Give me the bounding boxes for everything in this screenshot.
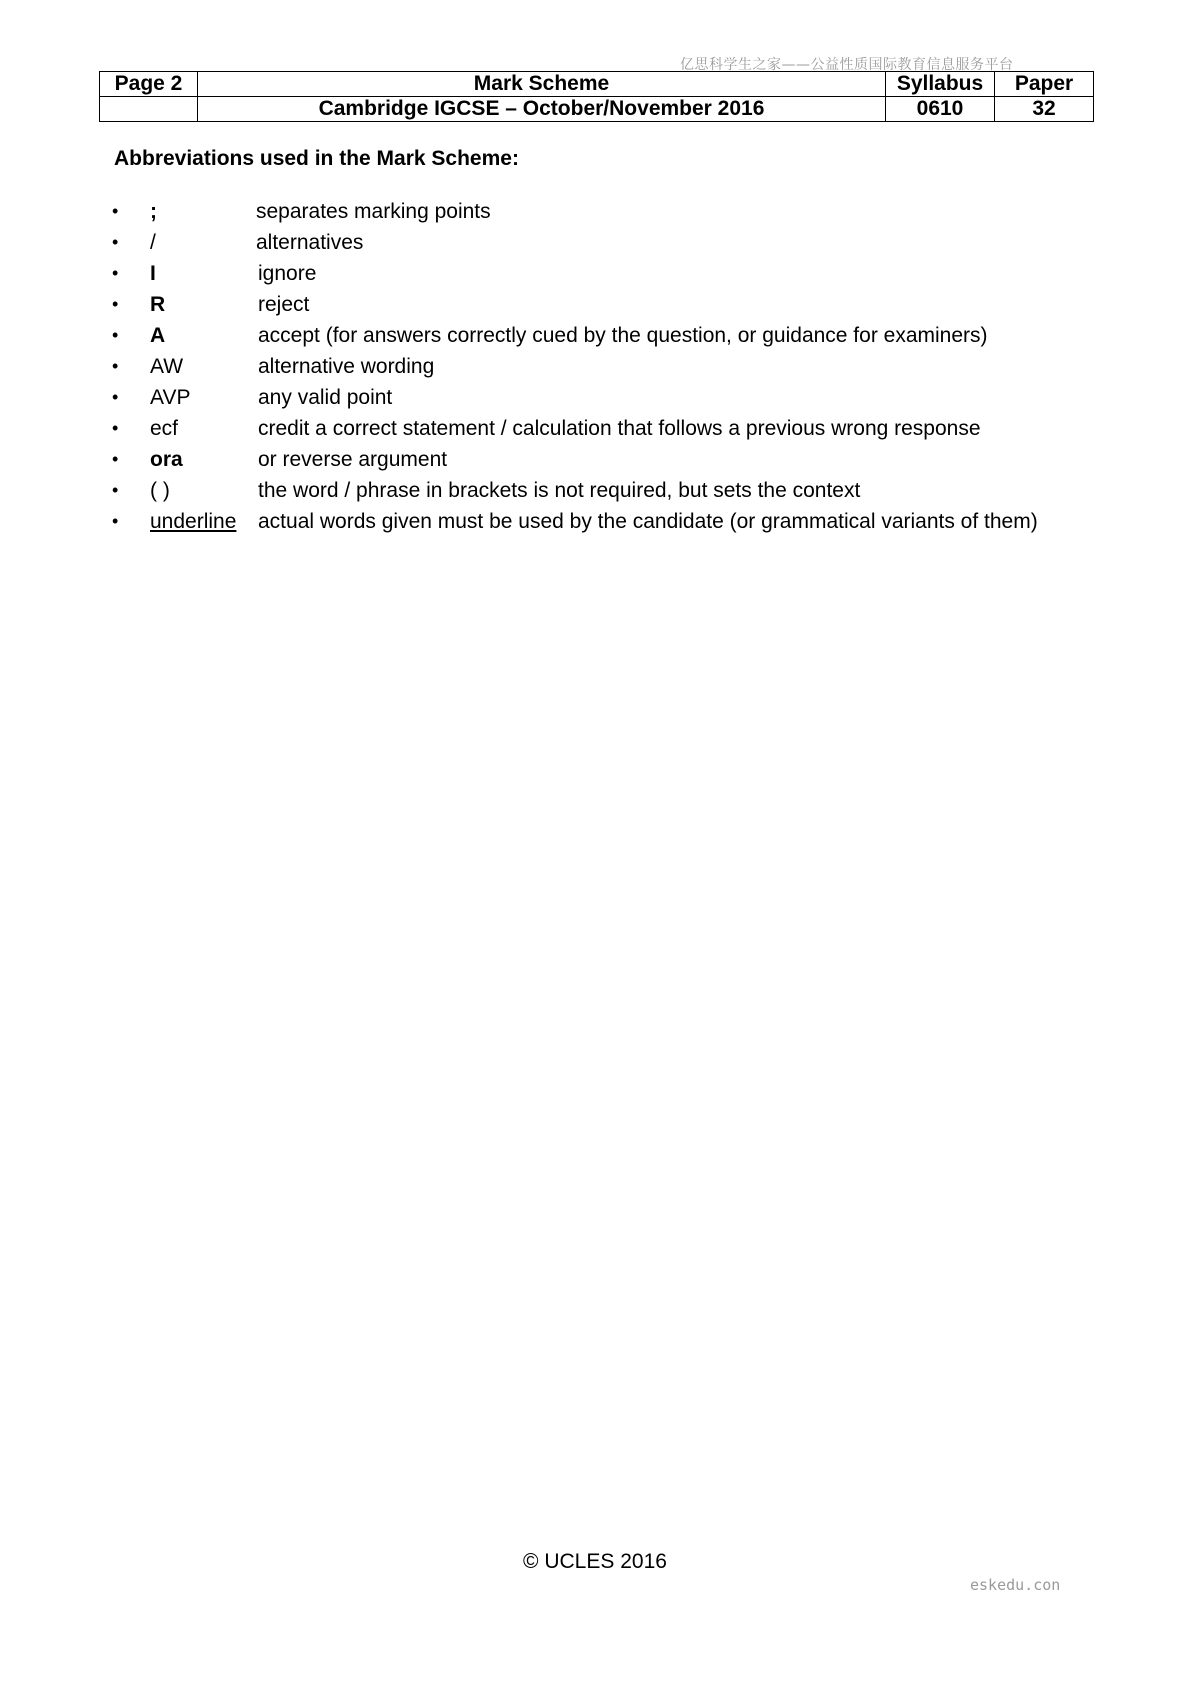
abbreviation-definition: or reverse argument	[258, 448, 448, 471]
bullet-icon: •	[112, 511, 119, 531]
page-number: Page 2	[100, 72, 198, 97]
bullet-icon: •	[112, 356, 119, 376]
document-subtitle: Cambridge IGCSE – October/November 2016	[198, 97, 886, 122]
abbreviation-term: A	[150, 324, 166, 347]
abbreviation-term: AW	[150, 355, 184, 378]
abbreviation-term: AVP	[150, 386, 191, 409]
document-title: Mark Scheme	[198, 72, 886, 97]
abbreviation-definition: alternatives	[256, 231, 364, 254]
abbreviation-term: ( )	[150, 479, 170, 502]
watermark-top-text: 亿思科学生之家——公益性质国际教育信息服务平台	[680, 57, 1014, 73]
abbreviation-definition: reject	[258, 293, 310, 316]
abbreviation-definition: accept (for answers correctly cued by the question, or guidance for examiners)	[258, 324, 988, 347]
abbreviation-term: /	[150, 231, 156, 254]
syllabus-label: Syllabus	[886, 72, 995, 97]
header-row-2	[100, 97, 1094, 122]
copyright-footer: © UCLES 2016	[523, 1550, 667, 1573]
syllabus-code: 0610	[886, 97, 995, 122]
abbreviation-definition: ignore	[258, 262, 317, 285]
abbreviation-term: R	[150, 293, 166, 316]
abbreviation-definition: any valid point	[258, 386, 393, 409]
header-table	[99, 71, 1094, 122]
bullet-icon: •	[112, 325, 119, 345]
abbreviation-definition: credit a correct statement / calculation that follows a previous wrong response	[258, 417, 981, 440]
paper-label: Paper	[995, 72, 1094, 97]
section-heading: Abbreviations used in the Mark Scheme:	[114, 147, 519, 170]
abbreviation-term: ;	[150, 200, 157, 223]
abbreviation-definition: separates marking points	[256, 200, 491, 223]
bullet-icon: •	[112, 232, 119, 252]
abbreviation-definition: alternative wording	[258, 355, 435, 378]
bullet-icon: •	[112, 387, 119, 407]
empty-cell	[100, 97, 198, 122]
abbreviation-term: underline	[150, 510, 237, 533]
abbreviation-term: ecf	[150, 417, 179, 440]
paper-number: 32	[995, 97, 1094, 122]
bullet-icon: •	[112, 201, 119, 221]
bullet-icon: •	[112, 263, 119, 283]
bullet-icon: •	[112, 449, 119, 469]
abbreviation-definition: the word / phrase in brackets is not required, but sets the context	[258, 479, 861, 502]
watermark-bottom-text: eskedu.con	[970, 1576, 1061, 1594]
bullet-icon: •	[112, 480, 119, 500]
abbreviation-term: I	[150, 262, 156, 285]
header-row-1	[100, 72, 1094, 97]
bullet-icon: •	[112, 418, 119, 438]
abbreviation-term: ora	[150, 448, 183, 471]
bullet-icon: •	[112, 294, 119, 314]
abbreviation-definition: actual words given must be used by the candidate (or grammatical variants of them)	[258, 510, 1038, 533]
